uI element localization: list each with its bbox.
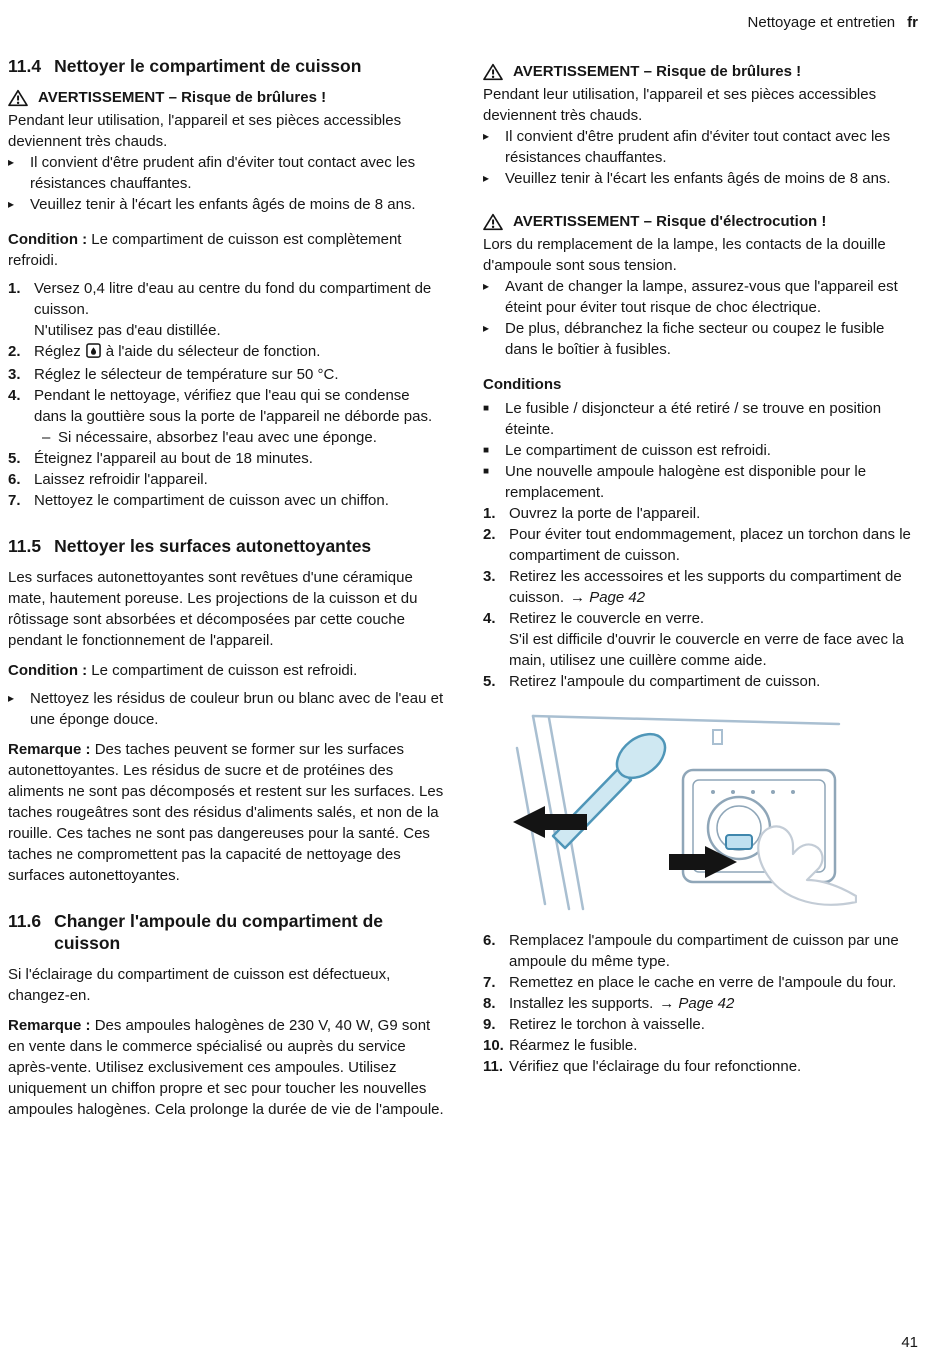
square-bullet-icon: ■ bbox=[483, 403, 490, 414]
step-text-pre: Réglez bbox=[34, 343, 81, 360]
remark-label: Remarque : bbox=[8, 741, 91, 758]
step-item bbox=[8, 278, 446, 341]
condition-bullet-item bbox=[483, 461, 921, 503]
step-number: 2. bbox=[483, 526, 496, 543]
step-item bbox=[483, 972, 921, 993]
step-number: 6. bbox=[8, 471, 21, 488]
conditions-heading: Conditions bbox=[483, 376, 562, 393]
condition-bullet-item bbox=[483, 440, 921, 461]
step-item bbox=[483, 1035, 921, 1056]
warning-bullet-text: Avant de changer la lampe, assurez-vous que l'appareil est éteint pour éviter tout risque de choc électrique. bbox=[505, 278, 898, 316]
section-11-6 bbox=[8, 910, 446, 1120]
step-item bbox=[483, 1056, 921, 1077]
step-text: Nettoyez le compartiment de cuisson avec un chiffon. bbox=[34, 492, 389, 509]
page-header bbox=[8, 12, 918, 33]
step-item bbox=[483, 1014, 921, 1035]
step-text: Remettez en place le cache en verre de l'ampoule du four. bbox=[509, 974, 897, 991]
page-number: 41 bbox=[901, 1334, 918, 1351]
section-number: 11.4 bbox=[8, 56, 42, 76]
step-text-line: Pendant le nettoyage, vérifiez que l'eau qui se condense dans la gouttière sous la porte de l'appareil ne déborde pas. bbox=[34, 387, 433, 425]
triangle-bullet-icon: ▸ bbox=[483, 171, 490, 185]
step-text: Pour éviter tout endommagement, placez un torchon dans le compartiment de cuisson. bbox=[509, 526, 911, 564]
step-number: 4. bbox=[8, 387, 21, 404]
section-intro-text: Si l'éclairage du compartiment de cuisson est défectueux, changez-en. bbox=[8, 966, 391, 1004]
lamp-replacement-illustration bbox=[507, 704, 921, 920]
triangle-bullet-icon: ▸ bbox=[8, 691, 15, 705]
numbered-steps-cleaning bbox=[8, 278, 446, 511]
step-number: 6. bbox=[483, 932, 496, 949]
triangle-bullet-icon: ▸ bbox=[483, 279, 490, 293]
step-item bbox=[483, 671, 921, 692]
step-number: 2. bbox=[8, 343, 21, 360]
step-text bbox=[509, 993, 921, 1014]
warning-bullet-text: Il convient d'être prudent afin d'éviter tout contact avec les résistances chauffantes. bbox=[30, 154, 416, 192]
header-language-code: fr bbox=[907, 14, 918, 31]
step-number: 5. bbox=[8, 450, 21, 467]
step-number: 10. bbox=[483, 1037, 504, 1054]
condition-bullet-text: Une nouvelle ampoule halogène est disponible pour le remplacement. bbox=[505, 463, 867, 501]
step-text: Éteignez l'appareil au bout de 18 minutes. bbox=[34, 450, 313, 467]
step-item bbox=[483, 993, 921, 1014]
right-column bbox=[483, 55, 921, 1077]
warning-title: AVERTISSEMENT – Risque de brûlures ! bbox=[513, 63, 802, 80]
sub-step-text: Si nécessaire, absorbez l'eau avec une éponge. bbox=[58, 429, 377, 446]
section-11-6-heading bbox=[8, 910, 446, 954]
action-bullet-item bbox=[8, 688, 446, 730]
warning-header bbox=[8, 87, 446, 108]
step-item bbox=[483, 566, 921, 608]
warning-bullet-item bbox=[483, 318, 921, 360]
warning-title: AVERTISSEMENT – Risque d'électrocution ! bbox=[513, 213, 827, 230]
triangle-bullet-icon: ▸ bbox=[8, 197, 15, 211]
step-text: Laissez refroidir l'appareil. bbox=[34, 471, 208, 488]
step-text: Ouvrez la porte de l'appareil. bbox=[509, 505, 701, 522]
section-number: 11.6 bbox=[8, 911, 42, 931]
step-text bbox=[34, 278, 446, 341]
step-text bbox=[509, 608, 921, 671]
section-title: Changer l'ampoule du compartiment de cuisson bbox=[54, 911, 384, 953]
triangle-bullet-icon: ▸ bbox=[483, 129, 490, 143]
sub-step bbox=[42, 427, 446, 448]
triangle-bullet-icon: ▸ bbox=[8, 155, 15, 169]
warning-bullet-item bbox=[483, 126, 921, 168]
section-11-4-heading bbox=[8, 55, 446, 77]
step-text bbox=[34, 385, 446, 448]
condition-bullet-text: Le compartiment de cuisson est refroidi. bbox=[505, 442, 771, 459]
section-number: 11.5 bbox=[8, 536, 42, 556]
warning-bullet-text: Veuillez tenir à l'écart les enfants âgés de moins de 8 ans. bbox=[30, 196, 416, 213]
step-text-line: Installez les supports. bbox=[509, 995, 654, 1012]
warning-body-text: Pendant leur utilisation, l'appareil et ses pièces accessibles deviennent très chauds. bbox=[483, 86, 877, 124]
section-intro-text: Les surfaces autonettoyantes sont revêtues d'une céramique mate, hautement poreuse. Les projections de la cuisson et du rôtissage sont absorbées et décomposées par cette couche pendant le fonctionnement de l'appareil. bbox=[8, 569, 418, 649]
dash-bullet: – bbox=[42, 429, 51, 446]
warning-block-electrocution bbox=[483, 211, 921, 360]
step-item bbox=[8, 490, 446, 511]
step-number: 1. bbox=[483, 505, 496, 522]
warning-title: AVERTISSEMENT – Risque de brûlures ! bbox=[38, 89, 327, 106]
condition-label: Condition : bbox=[8, 231, 88, 248]
step-note: N'utilisez pas d'eau distillée. bbox=[34, 322, 221, 339]
step-number: 3. bbox=[8, 366, 21, 383]
step-text bbox=[509, 566, 921, 608]
remark-line bbox=[8, 739, 446, 886]
step-text: Réglez le sélecteur de température sur 50 °C. bbox=[34, 366, 339, 383]
action-bullet-text: Nettoyez les résidus de couleur brun ou blanc avec de l'eau et une éponge douce. bbox=[30, 690, 444, 728]
section-11-5-heading bbox=[8, 535, 446, 557]
warning-icon bbox=[483, 63, 503, 81]
remark-text: Des ampoules halogènes de 230 V, 40 W, G9 sont en vente dans le commerce spécialisé ou auprès du service après-vente. Utilisez exclusivement ces ampoules. Utilisez uniquement un chiffon propre et sec pour toucher les nouvelles ampoules halogènes. Cela prolonge la durée de vie de l'ampoule. bbox=[8, 1017, 444, 1118]
condition-label: Condition : bbox=[8, 662, 88, 679]
step-item bbox=[8, 341, 446, 364]
step-item bbox=[8, 385, 446, 448]
step-number: 7. bbox=[483, 974, 496, 991]
step-number: 4. bbox=[483, 610, 496, 627]
warning-bullet-text: Veuillez tenir à l'écart les enfants âgés de moins de 8 ans. bbox=[505, 170, 891, 187]
warning-body-text: Pendant leur utilisation, l'appareil et ses pièces accessibles deviennent très chauds. bbox=[8, 112, 402, 150]
numbered-steps-lamp bbox=[483, 503, 921, 692]
condition-text: Le compartiment de cuisson est refroidi. bbox=[87, 662, 358, 679]
step-item bbox=[483, 503, 921, 524]
step-number: 3. bbox=[483, 568, 496, 585]
condition-bullet-text: Le fusible / disjoncteur a été retiré / se trouve en position éteinte. bbox=[505, 400, 882, 438]
section-11-4 bbox=[8, 55, 446, 511]
step-item bbox=[483, 524, 921, 566]
step-text-line: Retirez le couvercle en verre. bbox=[509, 610, 705, 627]
step-number: 9. bbox=[483, 1016, 496, 1033]
warning-block-burns-left bbox=[8, 87, 446, 215]
square-bullet-icon: ■ bbox=[483, 466, 490, 477]
warning-bullet-text: De plus, débranchez la fiche secteur ou coupez le fusible dans le boîtier à fusibles. bbox=[505, 320, 885, 358]
remark-text: Des taches peuvent se former sur les surfaces autonettoyantes. Les résidus de sucre et de protéines des aliments ne sont pas décomposés et restent sur les surfaces. Les taches rougeâtres sont des résidus d'aliments salés, et non de la rouille. Ces taches ne sont pas dangereuses pour la santé. Ces taches ne compromettent pas la capacité de nettoyage des surfaces autonettoyantes. bbox=[8, 741, 444, 884]
step-text: Réarmez le fusible. bbox=[509, 1037, 638, 1054]
warning-body-text: Lors du remplacement de la lampe, les contacts de la douille d'ampoule sont sous tension. bbox=[483, 236, 886, 274]
section-title: Nettoyer le compartiment de cuisson bbox=[54, 56, 362, 76]
numbered-steps-lamp-continued bbox=[483, 930, 921, 1077]
warning-bullet-item bbox=[483, 276, 921, 318]
triangle-bullet-icon: ▸ bbox=[483, 321, 490, 335]
square-bullet-icon: ■ bbox=[483, 445, 490, 456]
warning-icon bbox=[8, 89, 28, 107]
step-number: 5. bbox=[483, 673, 496, 690]
step-number: 11. bbox=[483, 1058, 504, 1075]
warning-header bbox=[483, 211, 921, 232]
step-item bbox=[8, 469, 446, 490]
condition-text: Le compartiment de cuisson est complètement refroidi. bbox=[8, 231, 402, 269]
condition-bullet-item bbox=[483, 398, 921, 440]
section-11-5 bbox=[8, 535, 446, 886]
condition-line bbox=[8, 229, 446, 271]
warning-bullet-item bbox=[8, 194, 446, 215]
warning-block-burns-right bbox=[483, 61, 921, 189]
step-text: Vérifiez que l'éclairage du four refonctionne. bbox=[509, 1058, 802, 1075]
content-columns bbox=[8, 55, 918, 1144]
warning-icon bbox=[483, 213, 503, 231]
page-reference-link[interactable]: → Page 42 bbox=[570, 589, 646, 606]
step-text bbox=[34, 341, 446, 364]
header-section-title: Nettoyage et entretien bbox=[747, 14, 896, 31]
step-note: S'il est difficile d'ouvrir le couvercle en verre de face avec la main, utilisez une cuillère comme aide. bbox=[509, 631, 904, 669]
step-item bbox=[8, 448, 446, 469]
page-reference-link[interactable]: → Page 42 bbox=[659, 995, 735, 1012]
step-item bbox=[8, 364, 446, 385]
step-text: Remplacez l'ampoule du compartiment de cuisson par une ampoule du même type. bbox=[509, 932, 899, 970]
step-text-post: à l'aide du sélecteur de fonction. bbox=[105, 343, 321, 360]
step-number: 8. bbox=[483, 995, 496, 1012]
section-title: Nettoyer les surfaces autonettoyantes bbox=[54, 536, 372, 556]
step-number: 7. bbox=[8, 492, 21, 509]
remark-line bbox=[8, 1015, 446, 1120]
step-text-line: Versez 0,4 litre d'eau au centre du fond du compartiment de cuisson. bbox=[34, 280, 432, 318]
step-number: 1. bbox=[8, 280, 21, 297]
step-text-line: Retirez les accessoires et les supports du compartiment de cuisson. bbox=[509, 568, 902, 606]
cleaning-function-icon bbox=[86, 343, 101, 364]
step-text: Retirez le torchon à vaisselle. bbox=[509, 1016, 705, 1033]
warning-bullet-text: Il convient d'être prudent afin d'éviter tout contact avec les résistances chauffantes. bbox=[505, 128, 891, 166]
warning-bullet-item bbox=[8, 152, 446, 194]
step-text: Retirez l'ampoule du compartiment de cuisson. bbox=[509, 673, 821, 690]
warning-header bbox=[483, 61, 921, 82]
remark-label: Remarque : bbox=[8, 1017, 91, 1034]
condition-line bbox=[8, 660, 446, 681]
step-item bbox=[483, 930, 921, 972]
left-column bbox=[8, 55, 446, 1144]
warning-bullet-item bbox=[483, 168, 921, 189]
step-item bbox=[483, 608, 921, 671]
